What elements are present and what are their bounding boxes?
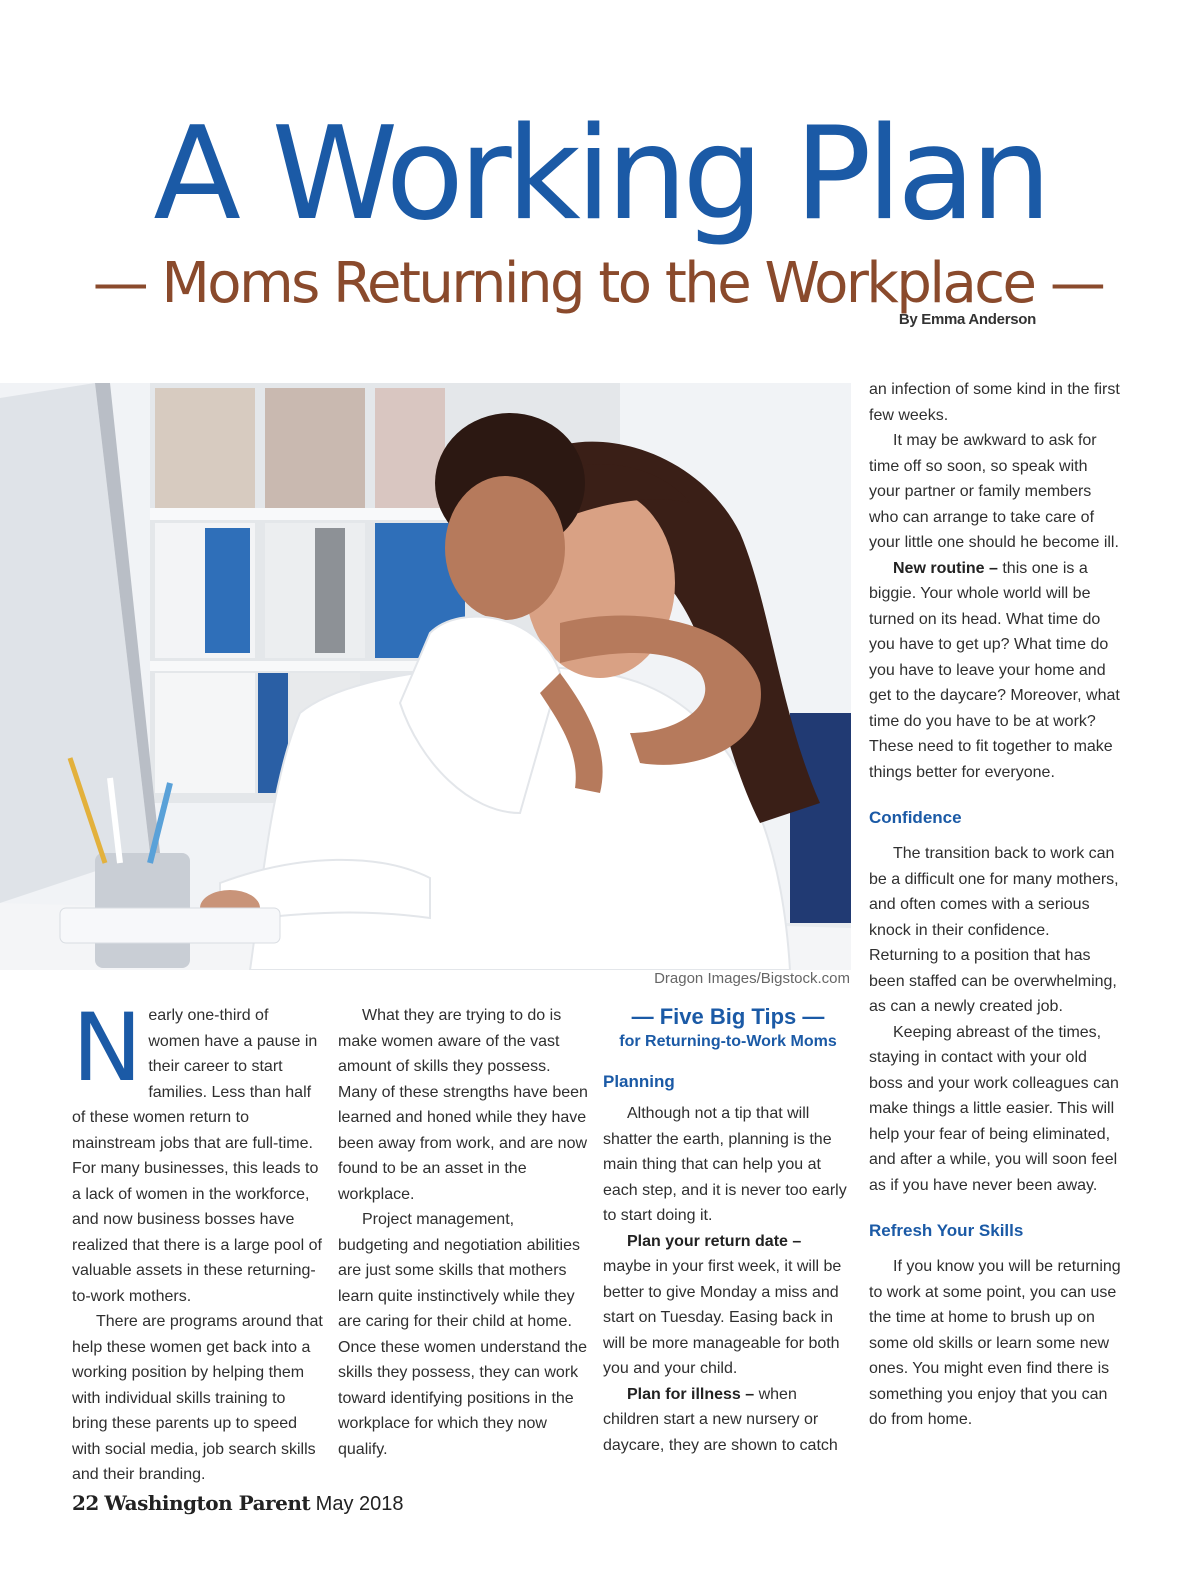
issue-date: May 2018 bbox=[315, 1493, 404, 1515]
confidence-heading: Confidence bbox=[869, 808, 962, 827]
programs-paragraph: There are programs around that help these women get back into a working position by helping them with individual skills training to bring these parents up to speed with social media, job search skills and their branding. bbox=[72, 1313, 323, 1483]
article-column-4 bbox=[869, 377, 1121, 1433]
illness-lead: Plan for illness – bbox=[627, 1385, 755, 1403]
return-date-text: maybe in your first week, it will be better to give Monday a miss and start on Tuesday. Easing back in will be more manageable for both you and your child. bbox=[603, 1258, 842, 1377]
routine-text: this one is a biggie. Your whole world will be turned on its head. What time do you have to get up? What time do you have to leave your home and get to the daycare? Moreover, what time do you have to be at work? These need to fit together to make things better for everyone. bbox=[869, 559, 1120, 781]
page-footer bbox=[72, 1491, 404, 1516]
return-date-lead: Plan your return date – bbox=[627, 1232, 802, 1250]
refresh-paragraph: If you know you will be returning to work at some point, you can use the time at home to brush up on some old skills or learn some new ones. You might even find there is something you enjoy that you can do from home. bbox=[869, 1258, 1121, 1428]
illness-paragraph bbox=[603, 1382, 853, 1459]
mother-daughter-computer-image bbox=[0, 383, 851, 970]
confidence-paragraph-1: The transition back to work can be a difficult one for many mothers, and often comes with a serious knock in their confidence. Returning to a position that has been staffed can be overwhelming, as can a newly created job. bbox=[869, 845, 1119, 1015]
routine-lead: New routine – bbox=[893, 559, 998, 577]
article-subtitle: — Moms Returning to the Workplace — bbox=[92, 251, 1104, 316]
article-column-1 bbox=[72, 994, 324, 1488]
illness-continued: an infection of some kind in the first few weeks. bbox=[869, 381, 1120, 424]
article-photo bbox=[0, 383, 851, 970]
article-column-2 bbox=[338, 1003, 588, 1462]
confidence-paragraph-2: Keeping abreast of the times, staying in contact with your old boss and your work colleagues can make things a little easier. This will help your fear of being eliminated, and after a while, you will soon feel as if you have never been away. bbox=[869, 1023, 1119, 1194]
photo-credit: Dragon Images/Bigstock.com bbox=[654, 970, 850, 987]
tips-subheading: for Returning-to-Work Moms bbox=[619, 1033, 837, 1050]
skills-paragraph: What they are trying to do is make women aware of the vast amount of skills they possess. Many of these strengths have been learned and honed while they have been away from work, and are now found to be an asset in the workplace. bbox=[338, 1007, 588, 1203]
return-date-paragraph bbox=[603, 1229, 853, 1382]
drop-cap: N bbox=[72, 994, 143, 1103]
article-column-3 bbox=[603, 1003, 853, 1458]
page-number: 22 bbox=[72, 1491, 99, 1515]
routine-paragraph bbox=[869, 556, 1121, 786]
planning-heading: Planning bbox=[603, 1072, 675, 1091]
planning-paragraph: Although not a tip that will shatter the earth, planning is the main thing that can help you at each step, and it is never too early to start doing it. bbox=[603, 1105, 847, 1224]
intro-paragraph-text: early one-third of women have a pause in their career to start families. Less than half of these women return to mainstream jobs that are full-time. For many businesses, this leads to a lack of women in the workforce, and now business bosses have realized that there is a large pool of valuable assets in these returning-to-work mothers. bbox=[72, 1007, 322, 1305]
tips-heading: — Five Big Tips — bbox=[631, 1004, 825, 1029]
publication-name: Washington Parent bbox=[104, 1491, 311, 1515]
byline: By Emma Anderson bbox=[898, 311, 1036, 328]
refresh-heading: Refresh Your Skills bbox=[869, 1221, 1024, 1240]
article-title: A Working Plan bbox=[153, 100, 1047, 249]
awkward-paragraph: It may be awkward to ask for time off so soon, so speak with your partner or family members who can arrange to take care of your little one should he become ill. bbox=[869, 432, 1119, 551]
illness-text: when children start a new nursery or daycare, they are shown to catch bbox=[603, 1385, 838, 1454]
project-management-paragraph: Project management, budgeting and negotiation abilities are just some skills that mothers learn quite instinctively while they are caring for their child at home. Once these women understand the skills they possess, they can work toward identifying positions in the workplace for which they now qualify. bbox=[338, 1211, 588, 1458]
intro-paragraph bbox=[72, 994, 324, 1309]
